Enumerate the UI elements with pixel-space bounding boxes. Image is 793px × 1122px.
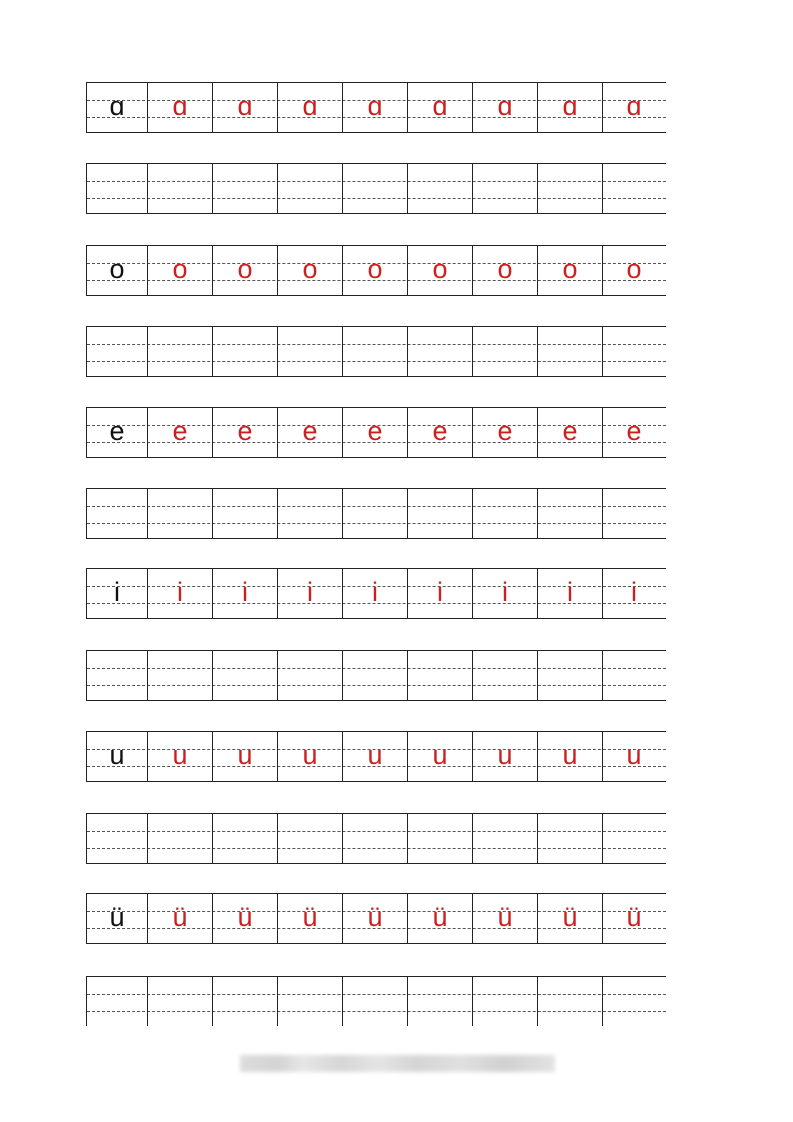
practice-cell[interactable]: [278, 327, 343, 376]
trace-letter: u: [302, 740, 318, 770]
practice-cell[interactable]: [603, 327, 665, 376]
trace-cell: [473, 246, 538, 295]
trace-letter: e: [237, 416, 253, 446]
letter-row-u: [86, 731, 666, 782]
model-letter: i: [114, 577, 120, 607]
trace-cell: [213, 569, 278, 618]
practice-row: [86, 813, 666, 864]
practice-cell[interactable]: [473, 489, 538, 538]
trace-letter: i: [372, 577, 378, 607]
trace-cell: [473, 83, 538, 132]
trace-letter: e: [626, 416, 642, 446]
letter-row-i: [86, 568, 666, 619]
trace-cell: [538, 246, 603, 295]
trace-letter: u: [172, 740, 188, 770]
trace-letter: o: [237, 254, 253, 284]
practice-cell[interactable]: [473, 977, 538, 1026]
practice-row: [86, 326, 666, 377]
trace-letter: u: [497, 740, 513, 770]
practice-row: [86, 976, 666, 1026]
practice-cell[interactable]: [408, 327, 473, 376]
trace-letter: ü: [367, 902, 383, 932]
trace-letter: ɑ: [367, 91, 383, 121]
trace-cell: [603, 894, 665, 943]
trace-letter: o: [367, 254, 383, 284]
model-letter: ü: [109, 902, 125, 932]
practice-row: [86, 488, 666, 539]
trace-cell: [278, 246, 343, 295]
trace-letter: e: [432, 416, 448, 446]
model-letter: e: [109, 416, 125, 446]
trace-letter: ü: [172, 902, 188, 932]
practice-cell[interactable]: [148, 489, 213, 538]
trace-cell: [343, 894, 408, 943]
trace-cell: [148, 894, 213, 943]
practice-cell[interactable]: [538, 164, 603, 213]
practice-cell[interactable]: [148, 814, 213, 863]
practice-cell[interactable]: [213, 164, 278, 213]
practice-cell[interactable]: [343, 977, 408, 1026]
trace-cell: [538, 569, 603, 618]
practice-cell[interactable]: [278, 164, 343, 213]
trace-letter: i: [437, 577, 443, 607]
practice-cell[interactable]: [603, 977, 665, 1026]
trace-cell: [278, 732, 343, 781]
trace-letter: ɑ: [562, 91, 578, 121]
trace-letter: ü: [237, 902, 253, 932]
practice-cell[interactable]: [213, 489, 278, 538]
letter-row-a: [86, 82, 666, 133]
practice-cell[interactable]: [473, 814, 538, 863]
trace-cell: [473, 408, 538, 457]
trace-cell: [343, 408, 408, 457]
trace-cell: [473, 894, 538, 943]
trace-cell: [473, 732, 538, 781]
trace-cell: [278, 408, 343, 457]
practice-cell[interactable]: [538, 814, 603, 863]
trace-letter: u: [626, 740, 642, 770]
practice-cell[interactable]: [87, 814, 148, 863]
practice-cell[interactable]: [343, 489, 408, 538]
practice-cell[interactable]: [87, 164, 148, 213]
trace-letter: u: [237, 740, 253, 770]
trace-cell: [408, 894, 473, 943]
trace-cell: [278, 894, 343, 943]
trace-letter: ɑ: [172, 91, 188, 121]
practice-cell[interactable]: [213, 977, 278, 1026]
practice-cell[interactable]: [538, 977, 603, 1026]
trace-cell: [473, 569, 538, 618]
trace-cell: [148, 569, 213, 618]
model-cell: [87, 408, 148, 457]
practice-cell[interactable]: [343, 651, 408, 700]
trace-cell: [408, 732, 473, 781]
trace-cell: [278, 569, 343, 618]
practice-cell[interactable]: [538, 651, 603, 700]
model-letter: ɑ: [109, 91, 125, 121]
practice-cell[interactable]: [473, 327, 538, 376]
practice-cell[interactable]: [148, 327, 213, 376]
letter-row-e: [86, 407, 666, 458]
trace-letter: o: [626, 254, 642, 284]
practice-cell[interactable]: [473, 651, 538, 700]
trace-cell: [603, 83, 665, 132]
model-letter: o: [109, 254, 125, 284]
trace-letter: i: [242, 577, 248, 607]
practice-cell[interactable]: [473, 164, 538, 213]
trace-letter: i: [567, 577, 573, 607]
trace-letter: i: [177, 577, 183, 607]
trace-cell: [213, 894, 278, 943]
trace-letter: o: [172, 254, 188, 284]
trace-letter: ɑ: [432, 91, 448, 121]
trace-letter: ü: [562, 902, 578, 932]
practice-cell[interactable]: [87, 489, 148, 538]
trace-cell: [278, 83, 343, 132]
trace-letter: ü: [302, 902, 318, 932]
trace-letter: o: [432, 254, 448, 284]
trace-cell: [538, 408, 603, 457]
practice-row: [86, 650, 666, 701]
trace-cell: [213, 83, 278, 132]
practice-cell[interactable]: [343, 327, 408, 376]
trace-cell: [213, 732, 278, 781]
trace-cell: [213, 246, 278, 295]
practice-cell[interactable]: [148, 977, 213, 1026]
trace-letter: u: [367, 740, 383, 770]
trace-letter: o: [497, 254, 513, 284]
trace-cell: [408, 569, 473, 618]
trace-letter: ü: [432, 902, 448, 932]
trace-letter: u: [432, 740, 448, 770]
trace-letter: e: [367, 416, 383, 446]
trace-cell: [603, 246, 665, 295]
model-cell: [87, 732, 148, 781]
practice-cell[interactable]: [148, 164, 213, 213]
practice-cell[interactable]: [87, 651, 148, 700]
practice-cell[interactable]: [213, 327, 278, 376]
trace-letter: e: [497, 416, 513, 446]
trace-cell: [343, 246, 408, 295]
practice-cell[interactable]: [278, 814, 343, 863]
trace-letter: ɑ: [237, 91, 253, 121]
practice-cell[interactable]: [603, 489, 665, 538]
practice-cell[interactable]: [343, 164, 408, 213]
practice-cell[interactable]: [408, 814, 473, 863]
practice-row: [86, 163, 666, 214]
practice-cell[interactable]: [278, 977, 343, 1026]
practice-cell[interactable]: [603, 814, 665, 863]
trace-cell: [603, 569, 665, 618]
trace-letter: e: [172, 416, 188, 446]
trace-cell: [343, 569, 408, 618]
trace-letter: i: [307, 577, 313, 607]
practice-cell[interactable]: [213, 651, 278, 700]
practice-cell[interactable]: [408, 977, 473, 1026]
practice-cell[interactable]: [408, 489, 473, 538]
practice-cell[interactable]: [408, 164, 473, 213]
model-cell: [87, 569, 148, 618]
model-letter: u: [109, 740, 125, 770]
trace-letter: ü: [497, 902, 513, 932]
trace-letter: e: [562, 416, 578, 446]
trace-letter: o: [302, 254, 318, 284]
practice-cell[interactable]: [213, 814, 278, 863]
trace-letter: ɑ: [497, 91, 513, 121]
practice-cell[interactable]: [278, 651, 343, 700]
practice-cell[interactable]: [408, 651, 473, 700]
model-cell: [87, 83, 148, 132]
trace-cell: [213, 408, 278, 457]
trace-letter: e: [302, 416, 318, 446]
trace-cell: [408, 246, 473, 295]
trace-cell: [343, 83, 408, 132]
trace-cell: [538, 894, 603, 943]
trace-cell: [343, 732, 408, 781]
practice-cell[interactable]: [87, 977, 148, 1026]
trace-letter: o: [562, 254, 578, 284]
practice-cell[interactable]: [538, 489, 603, 538]
practice-cell[interactable]: [148, 651, 213, 700]
trace-cell: [603, 408, 665, 457]
trace-cell: [148, 246, 213, 295]
trace-cell: [148, 408, 213, 457]
trace-letter: u: [562, 740, 578, 770]
letter-row-o: [86, 245, 666, 296]
trace-cell: [148, 732, 213, 781]
practice-cell[interactable]: [87, 327, 148, 376]
trace-cell: [148, 83, 213, 132]
trace-letter: i: [631, 577, 637, 607]
practice-cell[interactable]: [603, 651, 665, 700]
model-cell: [87, 894, 148, 943]
trace-letter: i: [502, 577, 508, 607]
model-cell: [87, 246, 148, 295]
blurred-watermark: [240, 1055, 555, 1072]
trace-cell: [408, 408, 473, 457]
practice-cell[interactable]: [538, 327, 603, 376]
trace-letter: ɑ: [626, 91, 642, 121]
practice-cell[interactable]: [603, 164, 665, 213]
practice-cell[interactable]: [278, 489, 343, 538]
trace-letter: ü: [626, 902, 642, 932]
trace-letter: ɑ: [302, 91, 318, 121]
trace-cell: [538, 732, 603, 781]
practice-cell[interactable]: [343, 814, 408, 863]
trace-cell: [603, 732, 665, 781]
trace-cell: [538, 83, 603, 132]
trace-cell: [408, 83, 473, 132]
letter-row-u-umlaut: [86, 893, 666, 944]
